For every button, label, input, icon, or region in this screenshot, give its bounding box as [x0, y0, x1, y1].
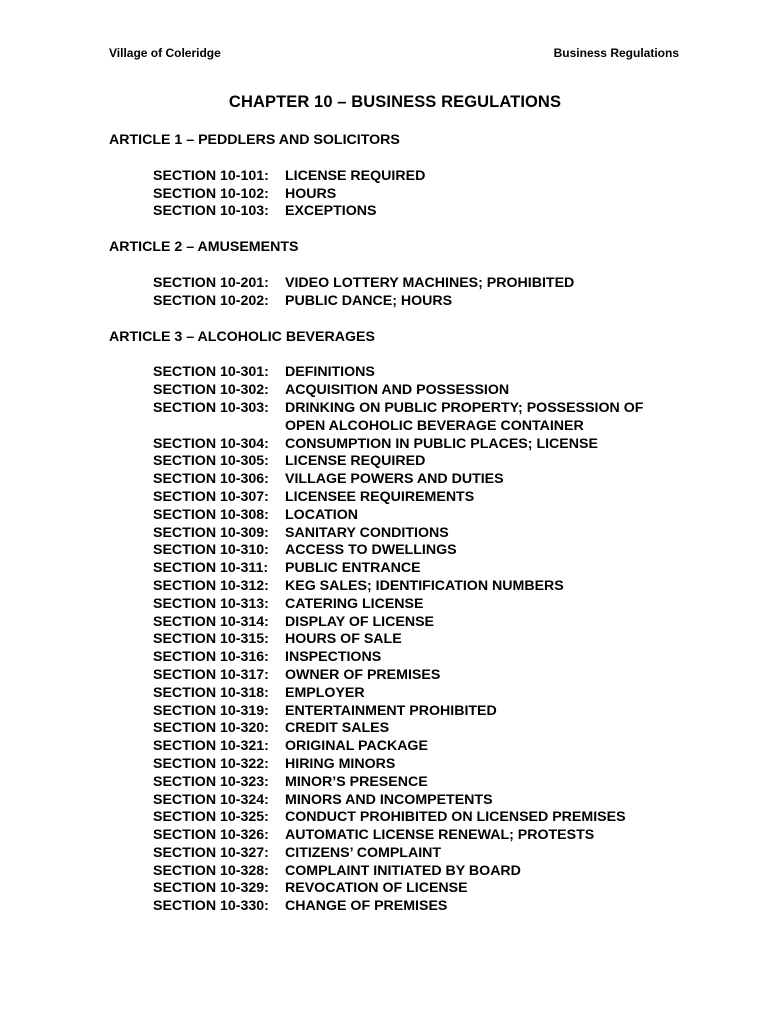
section-entry [153, 685, 709, 703]
section-list [153, 275, 709, 311]
section-number: SECTION 10-311: [153, 560, 269, 577]
section-entry [153, 293, 709, 311]
section-number: SECTION 10-313: [153, 595, 269, 612]
section-number: SECTION 10-202: [153, 292, 269, 309]
section-entry [153, 845, 709, 863]
section-entry [153, 720, 709, 738]
section-title: CONSUMPTION IN PUBLIC PLACES; LICENSE [285, 435, 598, 452]
section-entry [153, 453, 709, 471]
section-title: PUBLIC ENTRANCE [285, 560, 421, 577]
section-entry [153, 471, 709, 489]
section-title: CATERING LICENSE [285, 595, 424, 612]
section-title: LICENSE REQUIRED [285, 167, 426, 184]
section-number: SECTION 10-302: [153, 382, 269, 399]
section-number: SECTION 10-317: [153, 666, 269, 683]
section-list [153, 364, 709, 916]
section-title: EXCEPTIONS [285, 203, 377, 220]
section-title: HOURS OF SALE [285, 631, 402, 648]
section-number: SECTION 10-328: [153, 862, 269, 879]
article-title: ARTICLE 3 – ALCOHOLIC BEVERAGES [109, 328, 375, 345]
section-number: SECTION 10-321: [153, 738, 269, 755]
section-number: SECTION 10-319: [153, 702, 269, 719]
section-title: COMPLAINT INITIATED BY BOARD [285, 862, 521, 879]
section-entry [153, 560, 709, 578]
section-number: SECTION 10-310: [153, 542, 269, 559]
section-title: HOURS [285, 185, 337, 202]
section-entry [153, 880, 709, 898]
section-title: MINORS AND INCOMPETENTS [285, 791, 493, 808]
section-title: INSPECTIONS [285, 649, 382, 666]
section-entry [153, 703, 709, 721]
section-title: CREDIT SALES [285, 720, 390, 737]
section-entry [153, 756, 709, 774]
section-entry [153, 168, 709, 186]
section-title: REVOCATION OF LICENSE [285, 880, 468, 897]
section-title: DISPLAY OF LICENSE [285, 613, 435, 630]
section-entry [153, 436, 709, 454]
section-number: SECTION 10-307: [153, 488, 269, 505]
section-title: CITIZENS’ COMPLAINT [285, 844, 442, 861]
section-number: SECTION 10-323: [153, 773, 269, 790]
section-number: SECTION 10-327: [153, 844, 269, 861]
section-number: SECTION 10-308: [153, 506, 269, 523]
section-title: KEG SALES; IDENTIFICATION NUMBERS [285, 577, 564, 594]
section-entry [153, 614, 709, 632]
section-entry [153, 400, 709, 436]
section-number: SECTION 10-101: [153, 167, 269, 184]
section-title: LOCATION [285, 506, 359, 523]
section-entry [153, 631, 709, 649]
section-title: MINOR’S PRESENCE [285, 773, 428, 790]
section-title: LICENSEE REQUIREMENTS [285, 488, 475, 505]
section-title: SANITARY CONDITIONS [285, 524, 449, 541]
section-entry [153, 186, 709, 204]
section-title: DEFINITIONS [285, 364, 375, 381]
section-number: SECTION 10-306: [153, 471, 269, 488]
article-title: ARTICLE 1 – PEDDLERS AND SOLICITORS [109, 132, 400, 148]
chapter-title: CHAPTER 10 – BUSINESS REGULATIONS [228, 93, 562, 111]
section-entry [153, 489, 709, 507]
article-title: ARTICLE 2 – AMUSEMENTS [109, 239, 299, 256]
running-header [109, 46, 679, 64]
section-title: ACQUISITION AND POSSESSION [285, 382, 510, 399]
section-number: SECTION 10-102: [153, 185, 269, 202]
section-number: SECTION 10-315: [153, 631, 269, 648]
section-entry [153, 898, 709, 916]
section-title: OWNER OF PREMISES [285, 666, 441, 683]
section-number: SECTION 10-301: [153, 364, 269, 381]
section-title: ORIGINAL PACKAGE [285, 738, 428, 755]
section-entry [153, 792, 709, 810]
section-title: CHANGE OF PREMISES [285, 898, 448, 915]
section-title: VIDEO LOTTERY MACHINES; PROHIBITED [285, 274, 575, 291]
section-entry [153, 738, 709, 756]
section-entry [153, 863, 709, 881]
section-entry [153, 364, 709, 382]
section-entry [153, 827, 709, 845]
section-number: SECTION 10-304: [153, 435, 269, 452]
section-number: SECTION 10-324: [153, 791, 269, 808]
section-number: SECTION 10-322: [153, 755, 269, 772]
table-of-contents [109, 132, 709, 934]
section-entry [153, 578, 709, 596]
section-title: AUTOMATIC LICENSE RENEWAL; PROTESTS [285, 827, 595, 844]
section-number: SECTION 10-329: [153, 880, 269, 897]
section-number: SECTION 10-305: [153, 453, 269, 470]
section-entry [153, 774, 709, 792]
section-entry [153, 649, 709, 667]
section-title: VILLAGE POWERS AND DUTIES [285, 471, 504, 488]
section-title: ENTERTAINMENT PROHIBITED [285, 702, 497, 719]
section-number: SECTION 10-103: [153, 203, 269, 220]
section-entry [153, 542, 709, 560]
section-list [153, 168, 709, 221]
section-number: SECTION 10-316: [153, 649, 269, 666]
section-entry [153, 667, 709, 685]
section-number: SECTION 10-309: [153, 524, 269, 541]
section-entry [153, 596, 709, 614]
section-entry [153, 382, 709, 400]
section-number: SECTION 10-330: [153, 898, 269, 915]
header-topic: Business Regulations [553, 46, 679, 60]
section-title: EMPLOYER [285, 684, 365, 701]
section-entry [153, 203, 709, 221]
section-number: SECTION 10-325: [153, 809, 269, 826]
section-entry [153, 275, 709, 293]
section-entry [153, 525, 709, 543]
section-number: SECTION 10-314: [153, 613, 269, 630]
section-title: CONDUCT PROHIBITED ON LICENSED PREMISES [285, 809, 626, 826]
header-municipality: Village of Coleridge [109, 46, 221, 60]
section-title: HIRING MINORS [285, 755, 396, 772]
section-title: PUBLIC DANCE; HOURS [285, 292, 453, 309]
section-number: SECTION 10-303: [153, 399, 269, 416]
section-title: LICENSE REQUIRED [285, 453, 426, 470]
section-entry [153, 809, 709, 827]
section-number: SECTION 10-320: [153, 720, 269, 737]
section-number: SECTION 10-312: [153, 577, 269, 594]
section-entry [153, 507, 709, 525]
section-title: ACCESS TO DWELLINGS [285, 542, 457, 559]
section-title: DRINKING ON PUBLIC PROPERTY; POSSESSION OF OPEN ALCOHOLIC BEVERAGE CONTAINER [285, 399, 644, 434]
section-number: SECTION 10-326: [153, 827, 269, 844]
section-number: SECTION 10-201: [153, 274, 269, 291]
section-number: SECTION 10-318: [153, 684, 269, 701]
